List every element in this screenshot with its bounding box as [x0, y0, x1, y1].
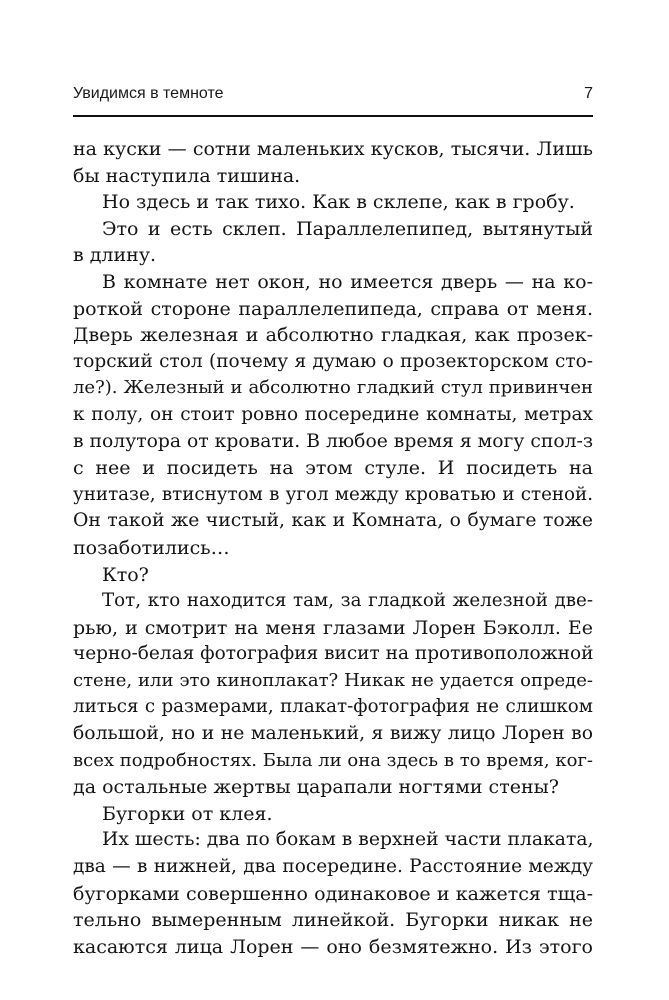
text-line: Дверь железная и абсолютно гладкая, как прозек- [73, 324, 593, 347]
text-line: всех подробностях. Была ли она здесь в то время, ког- [73, 749, 593, 771]
text-line: В комнате нет окон, но имеется дверь — на ко- [102, 270, 593, 293]
text-line: позаботились… [73, 536, 230, 559]
text-line: на куски — сотни маленьких кусков, тысячи. Лишь [73, 138, 593, 160]
text-line: большой, но и не маленький, я вижу лицо Лорен во [73, 723, 593, 745]
body-text [73, 136, 593, 960]
text-line: торский стол (почему я думаю о прозекторском сто- [73, 350, 593, 372]
header-rule [73, 115, 593, 117]
text-line: Кто? [102, 563, 149, 586]
text-line: касаются лица Лорен — оно безмятежно. Из этого [73, 935, 593, 958]
text-line: два — в нижней, два посередине. Расстояние между [73, 856, 593, 878]
text-line: бугорками совершенно одинаковое и кажется тща- [73, 882, 593, 905]
text-line: ле?). Железный и абсолютно гладкий стул привинчен [73, 377, 593, 399]
running-header [73, 82, 593, 106]
text-line: к полу, он стоит ровно посередине комнаты, метрах [73, 403, 593, 425]
running-title: Увидимся в темноте [73, 85, 224, 102]
text-line: рью, и смотрит на меня глазами Лорен Бэколл. Ее [73, 616, 593, 639]
text-line: с нее и посидеть на этом стуле. И посидеть на [73, 457, 593, 480]
text-line: литься с размерами, плакат-фотография не слишком [73, 696, 593, 718]
page-number: 7 [584, 85, 593, 102]
text-line: тельно вымеренным линейкой. Бугорки никак не [73, 909, 593, 932]
text-line: в полутора от кровати. В любое время я могу спол-з [73, 430, 594, 452]
text-line: Тот, кто находится там, за гладкой железной две- [102, 590, 593, 612]
text-line: роткой стороне параллелепипеда, справа от меня. [73, 297, 593, 320]
text-line: Их шесть: два по бокам в верхней части плаката, [102, 829, 594, 851]
text-line: Это и есть склеп. Параллелепипед, вытянутый [102, 217, 593, 240]
text-line: да остальные жертвы царапали ногтями стены? [73, 776, 559, 799]
text-line: бы наступила тишина. [73, 164, 301, 187]
text-line: черно-белая фотография висит на противоположной [73, 643, 594, 665]
text-line: стене, или это киноплакат? Никак не удается опреде- [73, 669, 593, 691]
text-line: Но здесь и так тихо. Как в склепе, как в гробу. [102, 191, 575, 214]
text-line: Он такой же чистый, как и Комната, о бумаге тоже [73, 510, 593, 532]
text-line: в длину. [73, 244, 157, 267]
text-line: Бугорки от клея. [102, 802, 273, 825]
text-line: унитазе, втиснутом в угол между кроватью и стеной. [73, 483, 593, 505]
